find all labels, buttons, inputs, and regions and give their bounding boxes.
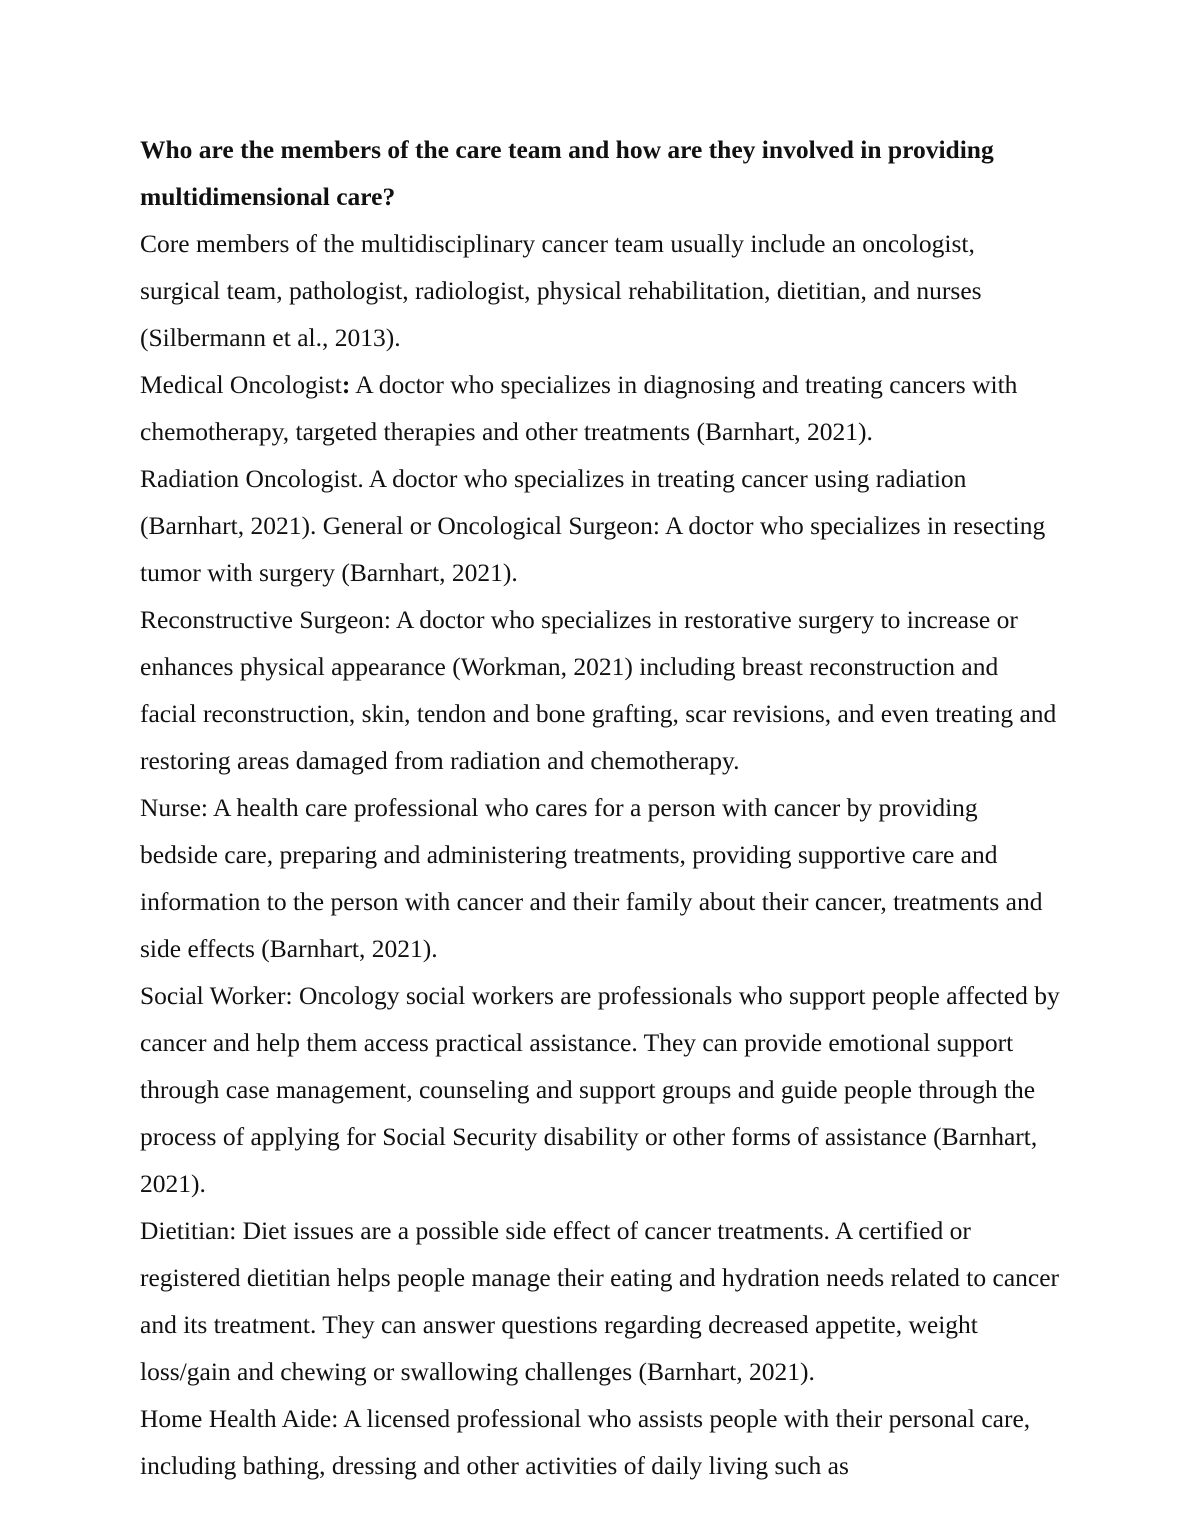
term-medical-oncologist: Medical Oncologist [140,370,342,399]
section-heading: Who are the members of the care team and how are they involved in providing multidimensional care? [140,135,994,211]
paragraph-medical-oncologist [140,361,1060,455]
paragraph-dietitian: Dietitian: Diet issues are a possible side effect of cancer treatments. A certified or registered dietitian helps people manage their eating and hydration needs related to cancer and its treatment. They can answer questions regarding decreased appetite, weight loss/gain and chewing or swallowing challenges (Barnhart, 2021). [140,1216,1060,1386]
document-body [140,126,1060,1489]
paragraph-core-members: Core members of the multidisciplinary cancer team usually include an oncologist, surgical team, pathologist, radiologist, physical rehabilitation, dietitian, and nurses (Silbermann et al., 2013). [140,229,982,352]
paragraph-social-worker: Social Worker: Oncology social workers are professionals who support people affected by cancer and help them access practical assistance. They can provide emotional support through case management, counseling and support groups and guide people through the process of applying for Social Security disability or other forms of assistance (Barnhart, 2021). [140,981,1060,1198]
term-colon: : [341,370,351,399]
paragraph-home-health-aide: Home Health Aide: A licensed professional who assists people with their personal care, including bathing, dressing and other activities of daily living such as [140,1404,1031,1480]
paragraph-radiation-oncologist: Radiation Oncologist. A doctor who specializes in treating cancer using radiation (Barnhart, 2021). General or Oncological Surgeon: A doctor who specializes in resecting tumor with surgery (Barnhart, 2021). [140,464,1046,587]
definition-medical-oncologist: A doctor who specializes in diagnosing and treating cancers with chemotherapy, targeted therapies and other treatments (Barnhart, 2021). [140,370,1018,446]
paragraph-reconstructive-surgeon: Reconstructive Surgeon: A doctor who specializes in restorative surgery to increase or enhances physical appearance (Workman, 2021) including breast reconstruction and facial reconstruction, skin, tendon and bone grafting, scar revisions, and even treating and restoring areas damaged from radiation and chemotherapy. [140,605,1057,775]
paragraph-nurse: Nurse: A health care professional who cares for a person with cancer by providing bedside care, preparing and administering treatments, providing supportive care and information to the person with cancer and their family about their cancer, treatments and side effects (Barnhart, 2021). [140,793,1043,963]
